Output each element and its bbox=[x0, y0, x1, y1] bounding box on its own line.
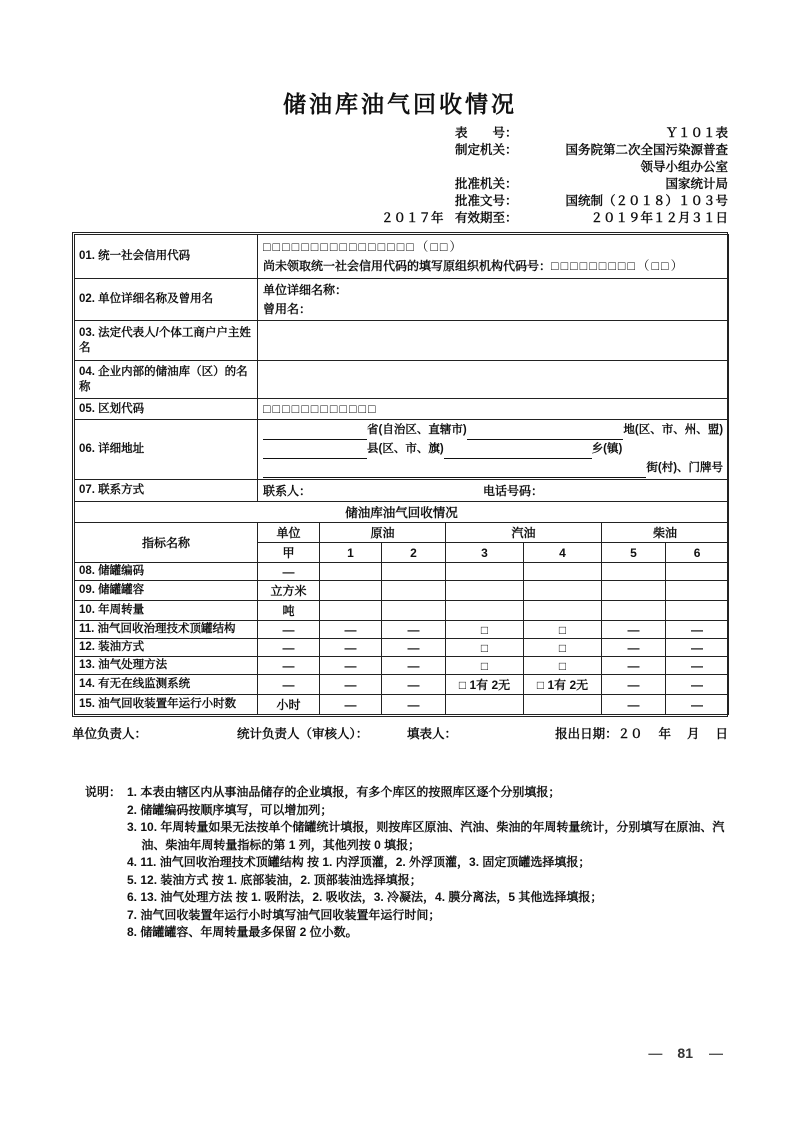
unit-cell: — bbox=[258, 675, 320, 695]
grid-cell: — bbox=[602, 675, 666, 695]
meta-label: 批准机关： bbox=[455, 177, 518, 191]
prefecture-suffix: 地(区、市、州、盟) bbox=[623, 424, 724, 436]
meta-value: 国家统计局 bbox=[665, 177, 728, 191]
region-code-boxes: □□□□□□□□□□□□ bbox=[258, 399, 729, 420]
row-label: 11. 油气回收治理技术顶罐结构 bbox=[75, 621, 258, 639]
info-row-04 bbox=[75, 361, 729, 399]
diesel-header: 柴油 bbox=[602, 523, 729, 543]
form-content bbox=[72, 0, 728, 942]
grid-cell: — bbox=[382, 675, 446, 695]
grid-row-11 bbox=[75, 621, 729, 639]
address-blank-prefecture bbox=[467, 426, 624, 440]
meta-row-approval-number bbox=[381, 193, 728, 210]
note-item-4: 4. 11. 油气回收治理技术顶罐结构 按 1. 内浮顶灌，2. 外浮顶灌，3. 固定顶罐选择填报； bbox=[127, 855, 591, 869]
note-item-1: 1. 本表由辖区内从事油品储存的企业填报，有多个库区的按照库区逐个分别填报； bbox=[127, 785, 561, 799]
info-row-02 bbox=[75, 279, 729, 321]
meta-value: 领导小组办公室 bbox=[640, 160, 728, 174]
grid-cell: — bbox=[320, 695, 382, 715]
grid-cell bbox=[320, 581, 382, 601]
checkbox-cell: □ bbox=[446, 657, 524, 675]
unit-cell: — bbox=[258, 563, 320, 581]
statistics-head-field: 统计负责人（审核人）： bbox=[237, 727, 369, 741]
meta-row-valid-until bbox=[381, 210, 728, 227]
grid-row-15 bbox=[75, 695, 729, 715]
col-5-header: 5 bbox=[602, 543, 666, 563]
grid-cell: — bbox=[382, 639, 446, 657]
credit-code-value bbox=[258, 235, 729, 279]
grid-cell bbox=[382, 581, 446, 601]
grid-cell: — bbox=[666, 675, 729, 695]
col-6-header: 6 bbox=[666, 543, 729, 563]
grid-cell: — bbox=[602, 639, 666, 657]
grid-cell: — bbox=[666, 695, 729, 715]
grid-cell bbox=[524, 563, 602, 581]
checkbox-yes-no-cell: □ 1有 2无 bbox=[524, 675, 602, 695]
grid-cell bbox=[382, 563, 446, 581]
contact-person-field: 联系人： bbox=[263, 484, 312, 498]
info-row-07 bbox=[75, 480, 729, 502]
note-item-6: 6. 13. 油气处理方法 按 1. 吸附法，2. 吸收法，3. 冷凝法，4. 膜分离法，5 其他选择填报； bbox=[127, 890, 603, 904]
page-number-dash-right: — bbox=[709, 1045, 722, 1061]
address-value bbox=[258, 420, 729, 480]
unit-name-value bbox=[258, 279, 729, 321]
unit-detail-name-field: 单位详细名称： bbox=[263, 282, 348, 297]
address-label: 06. 详细地址 bbox=[75, 420, 258, 480]
meta-label: 批准文号： bbox=[455, 194, 518, 208]
meta-value: ２０１９年１２月３１日 bbox=[590, 211, 728, 225]
meta-row-issuing-agency bbox=[381, 142, 728, 159]
grid-cell bbox=[446, 581, 524, 601]
notes-items bbox=[127, 784, 725, 942]
unit-head-field: 单位负责人： bbox=[72, 727, 148, 741]
info-row-06 bbox=[75, 420, 729, 480]
note-item-7: 7. 油气回收装置年运行小时填写油气回收装置年运行时间； bbox=[127, 907, 441, 922]
grid-cell bbox=[320, 601, 382, 621]
grid-cell bbox=[446, 695, 524, 715]
grid-row-10 bbox=[75, 601, 729, 621]
address-blank-province bbox=[263, 426, 367, 440]
grid-cell: — bbox=[320, 639, 382, 657]
page-number-value: 81 bbox=[677, 1045, 693, 1061]
depot-name-label: 04. 企业内部的储油库（区）的名称 bbox=[75, 361, 258, 399]
grid-cell bbox=[524, 581, 602, 601]
meta-pre bbox=[381, 159, 455, 176]
gasoline-header: 汽油 bbox=[446, 523, 602, 543]
meta-pre bbox=[381, 142, 455, 159]
unit-cell: — bbox=[258, 657, 320, 675]
unit-cell: 小时 bbox=[258, 695, 320, 715]
info-row-01 bbox=[75, 235, 729, 279]
meta-pre bbox=[381, 125, 455, 142]
grid-cell: — bbox=[382, 695, 446, 715]
grid-row-08 bbox=[75, 563, 729, 581]
credit-code-boxes: □□□□□□□□□□□□□□□□（□□） bbox=[263, 239, 464, 254]
notes-label: 说明： bbox=[85, 785, 122, 799]
unit-cell: — bbox=[258, 639, 320, 657]
former-name-field: 曾用名： bbox=[263, 301, 312, 316]
province-suffix: 省(自治区、直辖市) bbox=[367, 424, 467, 436]
checkbox-cell: □ bbox=[524, 639, 602, 657]
form-title: 储油库油气回收情况 bbox=[283, 91, 517, 117]
contact-label: 07. 联系方式 bbox=[75, 480, 258, 502]
checkbox-cell: □ bbox=[446, 639, 524, 657]
grid-section-header bbox=[75, 502, 729, 523]
grid-row-14 bbox=[75, 675, 729, 695]
grid-section-title: 储油库油气回收情况 bbox=[75, 502, 729, 523]
meta-label: 有效期至： bbox=[455, 211, 518, 225]
unit-cell: — bbox=[258, 621, 320, 639]
unit-header: 单位 bbox=[258, 523, 320, 543]
grid-cell bbox=[382, 601, 446, 621]
meta-row-issuing-agency-2 bbox=[381, 159, 728, 176]
crude-oil-header: 原油 bbox=[320, 523, 446, 543]
unit-name-label: 02. 单位详细名称及曾用名 bbox=[75, 279, 258, 321]
meta-label: 制定机关： bbox=[455, 143, 518, 157]
note-item-3: 3. 10. 年周转量如果无法按单个储罐统计填报，则按库区原油、汽油、柴油的年周转量统计，分别填写在原油、汽油、柴油年周转量指标的第 1 列，其他列按 0 填报； bbox=[127, 820, 725, 852]
grid-cell bbox=[666, 601, 729, 621]
grid-header-groups bbox=[75, 523, 729, 543]
meta-label: 表 号： bbox=[455, 126, 518, 140]
grid-row-12 bbox=[75, 639, 729, 657]
row-label: 09. 储罐罐容 bbox=[75, 581, 258, 601]
form-meta-block bbox=[381, 125, 728, 227]
grid-cell bbox=[666, 563, 729, 581]
grid-cell bbox=[602, 601, 666, 621]
contact-value bbox=[258, 480, 729, 502]
grid-cell: — bbox=[382, 621, 446, 639]
note-item-5: 5. 12. 装油方式 按 1. 底部装油，2. 顶部装油选择填报； bbox=[127, 872, 422, 887]
col-2-header: 2 bbox=[382, 543, 446, 563]
indicator-header: 指标名称 bbox=[75, 523, 258, 563]
meta-year: ２０１７年 bbox=[381, 211, 444, 225]
unit-sub-header: 甲 bbox=[258, 543, 320, 563]
meta-row-form-number bbox=[381, 125, 728, 142]
contact-fields bbox=[263, 482, 723, 499]
info-row-05 bbox=[75, 399, 729, 420]
col-4-header: 4 bbox=[524, 543, 602, 563]
meta-value: 国统制（２０１８）１０３号 bbox=[565, 194, 728, 208]
legal-representative-label: 03. 法定代表人/个体工商户户主姓名 bbox=[75, 321, 258, 361]
address-blank-township bbox=[444, 445, 592, 459]
grid-cell: — bbox=[666, 657, 729, 675]
grid-cell bbox=[320, 563, 382, 581]
preparer-field: 填表人： bbox=[407, 727, 458, 741]
address-line-county bbox=[263, 440, 723, 459]
org-code-line: 尚未领取统一社会信用代码的填写原组织机构代码号：□□□□□□□□□（□□） bbox=[263, 258, 686, 273]
grid-row-09 bbox=[75, 581, 729, 601]
address-line-street bbox=[263, 459, 723, 478]
page-number-dash-left: — bbox=[648, 1045, 662, 1061]
info-row-03 bbox=[75, 321, 729, 361]
address-line-province bbox=[263, 421, 723, 440]
street-suffix: 街(村)、门牌号 bbox=[646, 462, 724, 474]
row-label: 10. 年周转量 bbox=[75, 601, 258, 621]
page-number bbox=[648, 1045, 722, 1061]
meta-label bbox=[455, 159, 537, 176]
form-table bbox=[72, 232, 728, 717]
grid-cell: — bbox=[320, 657, 382, 675]
row-label: 13. 油气处理方法 bbox=[75, 657, 258, 675]
address-blank-street bbox=[263, 464, 646, 478]
meta-row-approving-agency bbox=[381, 176, 728, 193]
meta-pre bbox=[381, 193, 455, 210]
unit-cell: 立方米 bbox=[258, 581, 320, 601]
region-code-label: 05. 区划代码 bbox=[75, 399, 258, 420]
grid-cell: — bbox=[666, 621, 729, 639]
grid-cell: — bbox=[382, 657, 446, 675]
meta-pre bbox=[381, 176, 455, 193]
notes-block bbox=[85, 784, 725, 942]
checkbox-yes-no-cell: □ 1有 2无 bbox=[446, 675, 524, 695]
phone-number-field: 电话号码： bbox=[483, 484, 544, 498]
note-item-2: 2. 储罐编码按顺序填写，可以增加列； bbox=[127, 802, 333, 817]
col-3-header: 3 bbox=[446, 543, 524, 563]
grid-cell: — bbox=[602, 657, 666, 675]
meta-value: 国务院第二次全国污染源普查 bbox=[565, 143, 728, 157]
note-item-8: 8. 储罐罐容、年周转量最多保留 2 位小数。 bbox=[127, 925, 358, 939]
signature-row bbox=[72, 724, 728, 742]
grid-cell: — bbox=[320, 675, 382, 695]
grid-cell: — bbox=[320, 621, 382, 639]
legal-representative-value bbox=[258, 321, 729, 361]
grid-cell bbox=[446, 601, 524, 621]
county-suffix: 县(区、市、旗) bbox=[367, 443, 444, 455]
address-blank-county bbox=[263, 445, 367, 459]
report-date-field: 报出日期：２０ 年 月 日 bbox=[555, 727, 728, 741]
credit-code-label: 01. 统一社会信用代码 bbox=[75, 235, 258, 279]
grid-cell bbox=[602, 563, 666, 581]
row-label: 15. 油气回收装置年运行小时数 bbox=[75, 695, 258, 715]
grid-cell bbox=[666, 581, 729, 601]
grid-cell bbox=[602, 581, 666, 601]
row-label: 12. 装油方式 bbox=[75, 639, 258, 657]
col-1-header: 1 bbox=[320, 543, 382, 563]
checkbox-cell: □ bbox=[524, 621, 602, 639]
checkbox-cell: □ bbox=[446, 621, 524, 639]
grid-cell: — bbox=[602, 621, 666, 639]
grid-row-13 bbox=[75, 657, 729, 675]
grid-cell bbox=[524, 601, 602, 621]
checkbox-cell: □ bbox=[524, 657, 602, 675]
depot-name-value bbox=[258, 361, 729, 399]
grid-cell bbox=[446, 563, 524, 581]
row-label: 08. 储罐编码 bbox=[75, 563, 258, 581]
row-label: 14. 有无在线监测系统 bbox=[75, 675, 258, 695]
grid-cell: — bbox=[602, 695, 666, 715]
grid-cell bbox=[524, 695, 602, 715]
unit-cell: 吨 bbox=[258, 601, 320, 621]
grid-cell: — bbox=[666, 639, 729, 657]
township-suffix: 乡(镇) bbox=[591, 443, 623, 455]
meta-value: Ｙ１０１表 bbox=[665, 126, 728, 140]
